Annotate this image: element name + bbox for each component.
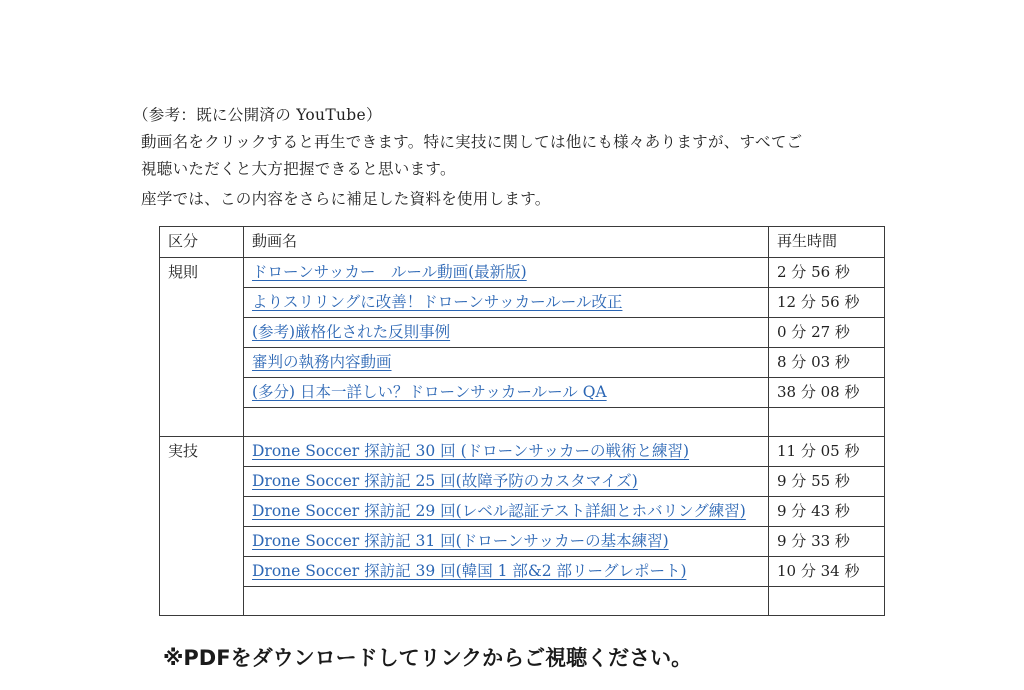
table-row	[160, 557, 885, 587]
duration: 12 分 56 秒	[769, 288, 885, 318]
duration: 10 分 34 秒	[769, 557, 885, 587]
video-table	[159, 226, 885, 616]
video-link[interactable]: Drone Soccer 探訪記 30 回 (ドローンサッカーの戦術と練習)	[252, 442, 690, 460]
video-link[interactable]: ドローンサッカー ルール動画(最新版)	[252, 263, 527, 281]
video-link[interactable]: Drone Soccer 探訪記 31 回(ドローンサッカーの基本練習)	[252, 532, 669, 550]
header-category: 区分	[160, 227, 244, 258]
video-link[interactable]: Drone Soccer 探訪記 39 回(韓国 1 部&2 部リーグレポート)	[252, 562, 687, 580]
empty-row	[160, 408, 885, 437]
duration: 8 分 03 秒	[769, 348, 885, 378]
intro-line-1: 動画名をクリックすると再生できます。特に実技に関しては他にも様々ありますが、すべてご	[141, 133, 803, 151]
category-rules: 規則	[160, 258, 244, 288]
table-row	[160, 467, 885, 497]
video-link[interactable]: よりスリリングに改善！ドローンサッカールール改正	[252, 293, 623, 311]
table-row	[160, 318, 885, 348]
video-link[interactable]: 審判の執務内容動画	[252, 353, 392, 371]
duration: 2 分 56 秒	[769, 258, 885, 288]
intro-line-3: 座学では、この内容をさらに補足した資料を使用します。	[141, 190, 551, 208]
header-duration: 再生時間	[769, 227, 885, 258]
table-row	[160, 378, 885, 408]
video-link[interactable]: (多分) 日本一詳しい？ドローンサッカールール QA	[252, 383, 607, 401]
header-title: 動画名	[244, 227, 769, 258]
table-row	[160, 348, 885, 378]
intro-text	[0, 0, 1024, 220]
reference-heading: （参考：既に公開済の YouTube）	[133, 106, 382, 124]
empty-row	[160, 587, 885, 616]
table-row	[160, 497, 885, 527]
table-header-row	[160, 227, 885, 258]
duration: 0 分 27 秒	[769, 318, 885, 348]
table-row	[160, 527, 885, 557]
category-practice: 実技	[160, 437, 244, 467]
table-row	[160, 437, 885, 467]
video-link[interactable]: (参考)厳格化された反則事例	[252, 323, 451, 341]
table-row	[160, 288, 885, 318]
duration: 9 分 43 秒	[769, 497, 885, 527]
video-link[interactable]: Drone Soccer 探訪記 25 回(故障予防のカスタマイズ)	[252, 472, 638, 490]
download-note: ※PDFをダウンロードしてリンクからご視聴ください。	[163, 646, 693, 670]
duration: 11 分 05 秒	[769, 437, 885, 467]
intro-line-2: 視聴いただくと大方把握できると思います。	[141, 160, 456, 178]
duration: 9 分 55 秒	[769, 467, 885, 497]
duration: 9 分 33 秒	[769, 527, 885, 557]
table-row	[160, 258, 885, 288]
video-link[interactable]: Drone Soccer 探訪記 29 回(レベル認証テスト詳細とホバリング練習)	[252, 502, 746, 520]
duration: 38 分 08 秒	[769, 378, 885, 408]
